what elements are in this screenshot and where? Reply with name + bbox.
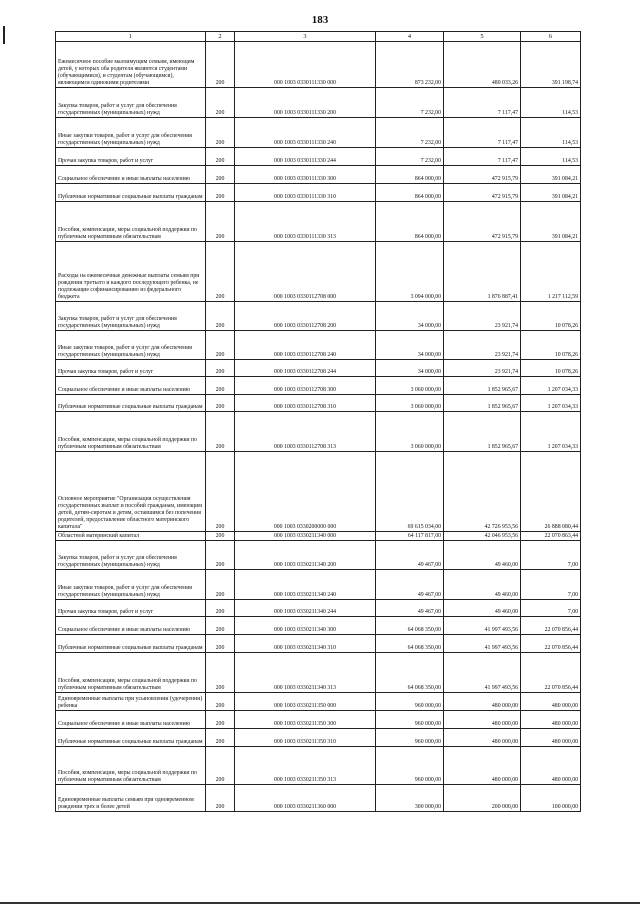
row-value-4: 864 000,00	[376, 184, 444, 202]
row-value-4: 49 467,00	[376, 541, 444, 570]
row-value-4: 960 000,00	[376, 747, 444, 785]
row-value-4: 34 000,00	[376, 331, 444, 360]
row-value-4: 3 060 000,00	[376, 377, 444, 395]
row-value-6: 7,00	[521, 600, 581, 617]
row-code: 200	[206, 541, 235, 570]
row-value-4: 64 117 817,00	[376, 532, 444, 541]
row-value-6: 1 217 112,59	[521, 242, 581, 302]
row-value-5: 1 876 887,41	[444, 242, 521, 302]
row-classification: 000 1003 0330211340 000	[235, 532, 376, 541]
row-value-5: 49 460,00	[444, 570, 521, 600]
row-code: 200	[206, 600, 235, 617]
row-code: 200	[206, 148, 235, 166]
row-value-6: 480 000,00	[521, 711, 581, 729]
row-value-5: 200 000,00	[444, 785, 521, 812]
binding-mark	[3, 26, 5, 44]
row-classification: 000 1003 0330112708 313	[235, 412, 376, 452]
row-value-6: 22 070 856,44	[521, 635, 581, 653]
table-row	[56, 412, 581, 452]
row-name: Иные закупки товаров, работ и услуг для обеспечения государственных (муниципальных) нужд	[56, 118, 206, 148]
row-code: 200	[206, 785, 235, 812]
row-value-5: 1 852 965,67	[444, 395, 521, 412]
table-row	[56, 331, 581, 360]
header-col-1: 1	[56, 32, 206, 42]
row-classification: 000 1003 0330111330 313	[235, 202, 376, 242]
row-classification: 000 1003 0330200000 000	[235, 452, 376, 532]
table-row	[56, 118, 581, 148]
row-value-6: 480 000,00	[521, 729, 581, 747]
row-code: 200	[206, 617, 235, 635]
row-name: Публичные нормативные социальные выплаты гражданам	[56, 729, 206, 747]
row-name: Пособия, компенсации, меры социальной поддержки по публичным нормативным обязательствам	[56, 412, 206, 452]
row-classification: 000 1003 0330111330 300	[235, 166, 376, 184]
row-value-5: 41 997 493,56	[444, 635, 521, 653]
row-classification: 000 1003 0330111330 240	[235, 118, 376, 148]
row-name: Публичные нормативные социальные выплаты гражданам	[56, 395, 206, 412]
table-row	[56, 88, 581, 118]
row-value-6: 391 084,21	[521, 166, 581, 184]
row-value-6: 480 000,00	[521, 693, 581, 711]
budget-table	[55, 31, 581, 812]
row-value-5: 49 460,00	[444, 600, 521, 617]
row-value-4: 64 068 350,00	[376, 617, 444, 635]
row-classification: 000 1003 0330211350 310	[235, 729, 376, 747]
row-classification: 000 1003 0330112708 244	[235, 360, 376, 377]
row-value-6: 7,00	[521, 541, 581, 570]
table-row	[56, 570, 581, 600]
row-value-4: 7 232,00	[376, 148, 444, 166]
row-name: Расходы на ежемесячные денежные выплаты семьям при рождении третьего и каждого последующего ребенка, не подлежащие софинансированию из федерального бюджета	[56, 242, 206, 302]
row-value-6: 1 207 034,33	[521, 395, 581, 412]
table-row	[56, 693, 581, 711]
row-value-6: 114,53	[521, 118, 581, 148]
row-value-4: 64 068 350,00	[376, 653, 444, 693]
row-code: 200	[206, 653, 235, 693]
row-classification: 000 1003 0330112708 240	[235, 331, 376, 360]
row-value-5: 480 000,00	[444, 747, 521, 785]
row-value-6: 22 070 863,44	[521, 532, 581, 541]
row-code: 200	[206, 88, 235, 118]
row-value-6: 114,53	[521, 88, 581, 118]
row-name: Пособия, компенсации, меры социальной поддержки по публичным нормативным обязательствам	[56, 653, 206, 693]
row-value-6: 22 070 856,44	[521, 653, 581, 693]
row-value-4: 69 615 034,00	[376, 452, 444, 532]
row-value-5: 480 033,26	[444, 42, 521, 88]
table-row	[56, 148, 581, 166]
row-value-4: 7 232,00	[376, 88, 444, 118]
row-value-4: 34 000,00	[376, 302, 444, 331]
row-value-5: 480 000,00	[444, 729, 521, 747]
row-classification: 000 1003 0330211350 300	[235, 711, 376, 729]
table-row	[56, 242, 581, 302]
row-classification: 000 1003 0330211340 313	[235, 653, 376, 693]
row-name: Единовременные выплаты семьям при одновременном рождении трех и более детей	[56, 785, 206, 812]
table-row	[56, 541, 581, 570]
row-value-5: 480 000,00	[444, 711, 521, 729]
row-value-6: 391 084,21	[521, 202, 581, 242]
row-value-6: 22 070 856,44	[521, 617, 581, 635]
row-name: Закупка товаров, работ и услуг для обеспечения государственных (муниципальных) нужд	[56, 88, 206, 118]
row-code: 200	[206, 377, 235, 395]
row-code: 200	[206, 452, 235, 532]
row-value-6: 10 078,26	[521, 302, 581, 331]
row-code: 200	[206, 532, 235, 541]
row-value-5: 42 726 953,56	[444, 452, 521, 532]
row-code: 200	[206, 331, 235, 360]
row-code: 200	[206, 302, 235, 331]
row-classification: 000 1003 0330211340 240	[235, 570, 376, 600]
row-code: 200	[206, 747, 235, 785]
row-classification: 000 1003 0330111330 000	[235, 42, 376, 88]
row-value-4: 3 060 000,00	[376, 412, 444, 452]
row-classification: 000 1003 0330111330 310	[235, 184, 376, 202]
row-value-4: 960 000,00	[376, 711, 444, 729]
table-row	[56, 532, 581, 541]
page-number: 183	[311, 14, 329, 26]
row-classification: 000 1003 0330111330 200	[235, 88, 376, 118]
table-row	[56, 600, 581, 617]
row-name: Публичные нормативные социальные выплаты гражданам	[56, 635, 206, 653]
row-value-5: 41 997 493,56	[444, 653, 521, 693]
row-name: Единовременные выплаты при усыновлении (удочерении) ребенка	[56, 693, 206, 711]
row-name: Пособия, компенсации, меры социальной поддержки по публичным нормативным обязательствам	[56, 747, 206, 785]
row-value-4: 873 232,00	[376, 42, 444, 88]
row-value-5: 7 117,47	[444, 118, 521, 148]
row-name: Социальное обеспечение и иные выплаты населению	[56, 711, 206, 729]
row-classification: 000 1003 0330112708 300	[235, 377, 376, 395]
row-name: Основное мероприятие "Организация осуществления государственных выплат и пособий гражданам, имеющим детей, детям-сиротам и детям, оставшимся без попечения родителей, предоставление областного материнского капитала"	[56, 452, 206, 532]
row-value-6: 10 078,26	[521, 360, 581, 377]
row-code: 200	[206, 242, 235, 302]
row-value-6: 480 000,00	[521, 747, 581, 785]
row-value-4: 3 060 000,00	[376, 395, 444, 412]
row-value-5: 49 460,00	[444, 541, 521, 570]
table-body	[56, 42, 581, 812]
row-name: Иные закупки товаров, работ и услуг для обеспечения государственных (муниципальных) нужд	[56, 331, 206, 360]
row-name: Областной материнский капитал	[56, 532, 206, 541]
row-value-5: 23 921,74	[444, 302, 521, 331]
row-name: Социальное обеспечение и иные выплаты населению	[56, 617, 206, 635]
table-row	[56, 729, 581, 747]
row-code: 200	[206, 570, 235, 600]
row-value-4: 960 000,00	[376, 729, 444, 747]
row-value-5: 472 915,79	[444, 202, 521, 242]
row-value-5: 7 117,47	[444, 148, 521, 166]
row-value-6: 114,53	[521, 148, 581, 166]
table-row	[56, 785, 581, 812]
table-row	[56, 302, 581, 331]
row-classification: 000 1003 0330211340 244	[235, 600, 376, 617]
row-classification: 000 1003 0330112708 310	[235, 395, 376, 412]
row-value-5: 42 046 953,56	[444, 532, 521, 541]
row-code: 200	[206, 635, 235, 653]
table-row	[56, 635, 581, 653]
row-name: Закупка товаров, работ и услуг для обеспечения государственных (муниципальных) нужд	[56, 541, 206, 570]
row-value-6: 1 207 034,33	[521, 412, 581, 452]
row-classification: 000 1003 0330211360 000	[235, 785, 376, 812]
table-row	[56, 184, 581, 202]
header-row	[56, 32, 581, 42]
row-value-6: 1 207 034,33	[521, 377, 581, 395]
row-name: Закупка товаров, работ и услуг для обеспечения государственных (муниципальных) нужд	[56, 302, 206, 331]
row-value-5: 1 852 965,67	[444, 412, 521, 452]
row-classification: 000 1003 0330211340 300	[235, 617, 376, 635]
table-row	[56, 617, 581, 635]
row-value-4: 64 068 350,00	[376, 635, 444, 653]
row-value-5: 1 852 965,67	[444, 377, 521, 395]
row-value-4: 49 467,00	[376, 570, 444, 600]
row-value-5: 41 997 493,56	[444, 617, 521, 635]
row-classification: 000 1003 0330211340 200	[235, 541, 376, 570]
row-name: Прочая закупка товаров, работ и услуг	[56, 148, 206, 166]
row-value-5: 480 000,00	[444, 693, 521, 711]
row-name: Прочая закупка товаров, работ и услуг	[56, 600, 206, 617]
row-classification: 000 1003 0330112708 200	[235, 302, 376, 331]
row-value-6: 391 198,74	[521, 42, 581, 88]
row-value-6: 391 084,21	[521, 184, 581, 202]
row-value-4: 300 000,00	[376, 785, 444, 812]
row-classification: 000 1003 0330211350 000	[235, 693, 376, 711]
table-row	[56, 42, 581, 88]
row-value-5: 23 921,74	[444, 360, 521, 377]
row-code: 200	[206, 42, 235, 88]
row-code: 200	[206, 395, 235, 412]
table-row	[56, 166, 581, 184]
table-row	[56, 653, 581, 693]
row-code: 200	[206, 412, 235, 452]
row-code: 200	[206, 202, 235, 242]
table-row	[56, 747, 581, 785]
row-classification: 000 1003 0330211350 313	[235, 747, 376, 785]
row-classification: 000 1003 0330112708 000	[235, 242, 376, 302]
row-code: 200	[206, 184, 235, 202]
row-value-6: 10 078,26	[521, 331, 581, 360]
row-name: Прочая закупка товаров, работ и услуг	[56, 360, 206, 377]
row-value-4: 7 232,00	[376, 118, 444, 148]
row-value-5: 7 117,47	[444, 88, 521, 118]
row-value-5: 472 915,79	[444, 184, 521, 202]
row-code: 200	[206, 693, 235, 711]
row-classification: 000 1003 0330111330 244	[235, 148, 376, 166]
table-row	[56, 452, 581, 532]
bottom-rule	[0, 902, 640, 904]
row-value-4: 864 000,00	[376, 166, 444, 184]
row-value-5: 23 921,74	[444, 331, 521, 360]
row-value-4: 34 000,00	[376, 360, 444, 377]
row-code: 200	[206, 729, 235, 747]
row-value-4: 864 000,00	[376, 202, 444, 242]
table-row	[56, 360, 581, 377]
header-col-6: 6	[521, 32, 581, 42]
table-row	[56, 711, 581, 729]
table-row	[56, 395, 581, 412]
row-code: 200	[206, 118, 235, 148]
header-col-5: 5	[444, 32, 521, 42]
table-header	[56, 32, 581, 42]
row-value-4: 3 094 000,00	[376, 242, 444, 302]
row-name: Социальное обеспечение и иные выплаты населению	[56, 377, 206, 395]
row-name: Ежемесячное пособие малоимущим семьям, имеющим детей, у которых оба родителя являются студентами (обучающимися), и студентам (обучающимся), являющимся одинокими родителями	[56, 42, 206, 88]
row-code: 200	[206, 360, 235, 377]
header-col-2: 2	[206, 32, 235, 42]
row-value-5: 472 915,79	[444, 166, 521, 184]
row-value-6: 26 888 080,44	[521, 452, 581, 532]
row-name: Публичные нормативные социальные выплаты гражданам	[56, 184, 206, 202]
row-value-6: 100 000,00	[521, 785, 581, 812]
table-row	[56, 377, 581, 395]
row-code: 200	[206, 711, 235, 729]
header-col-4: 4	[376, 32, 444, 42]
header-col-3: 3	[235, 32, 376, 42]
row-name: Иные закупки товаров, работ и услуг для обеспечения государственных (муниципальных) нужд	[56, 570, 206, 600]
table-row	[56, 202, 581, 242]
row-name: Пособия, компенсации, меры социальной поддержки по публичным нормативным обязательствам	[56, 202, 206, 242]
row-value-4: 960 000,00	[376, 693, 444, 711]
row-value-4: 49 467,00	[376, 600, 444, 617]
row-name: Социальное обеспечение и иные выплаты населению	[56, 166, 206, 184]
row-classification: 000 1003 0330211340 310	[235, 635, 376, 653]
row-value-6: 7,00	[521, 570, 581, 600]
row-code: 200	[206, 166, 235, 184]
